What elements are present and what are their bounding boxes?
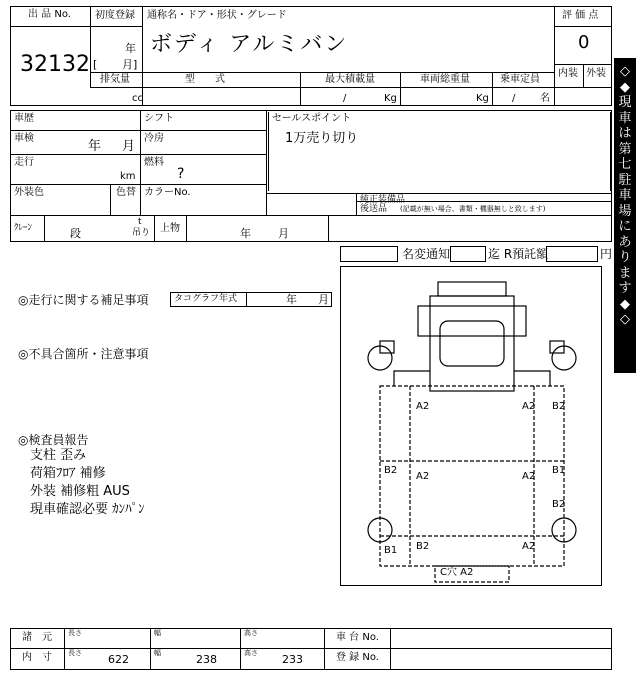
- sales-point-text: 1万売り切り: [285, 131, 359, 146]
- color-number-label: カラーNo.: [144, 187, 191, 198]
- chassis-number-label: 車 台 No.: [336, 632, 379, 643]
- height-label: 高さ: [244, 629, 258, 637]
- inspector-line: 荷箱ﾌﾛｱ 補修: [30, 466, 106, 481]
- recycle-deposit-label: 迄 R預託額: [488, 247, 549, 261]
- upper-body-label: 上物: [160, 223, 180, 234]
- exterior-color-label: 外装色: [14, 187, 44, 198]
- notice-box-1: [340, 246, 398, 262]
- damage-mark: A2: [522, 541, 536, 552]
- ac-label: 冷房: [144, 133, 164, 144]
- displacement-label: 排気量: [100, 74, 130, 85]
- mileage-label: 走行: [14, 157, 34, 168]
- inner-width-value: 238: [196, 653, 217, 666]
- damage-mark: B2: [416, 541, 430, 552]
- inspection-month: 月: [122, 139, 136, 154]
- gross-weight-unit: Kg: [476, 93, 489, 104]
- crane-label: ｸﾚｰﾝ: [14, 223, 33, 233]
- width-label: 幅: [154, 649, 161, 657]
- damage-mark: B1: [552, 465, 566, 476]
- damage-mark: A2: [522, 401, 536, 412]
- damage-mark: A2: [416, 471, 430, 482]
- inspector-line: 現車確認必要 ｶﾝﾊﾟﾝ: [30, 502, 145, 517]
- inner-height-value: 233: [282, 653, 303, 666]
- inspector-report-label: ◎検査員報告: [18, 433, 89, 447]
- spec-row-label: 諸 元: [22, 632, 52, 643]
- crane-stage: 段: [70, 227, 81, 240]
- tachograph-month: 月: [318, 293, 329, 306]
- notice-box-3: [546, 246, 598, 262]
- damage-mark: B2: [552, 401, 566, 412]
- vehicle-name-label: 通称名・ドア・形状・グレード: [147, 10, 287, 21]
- capacity-label: 乗車定員: [500, 74, 540, 85]
- tachograph-year: 年: [286, 293, 297, 306]
- shift-label: シフト: [144, 113, 174, 124]
- inner-size-label: 内 寸: [22, 652, 52, 663]
- shipping-note: (記載が無い場合、書類・機器無しと致します): [400, 205, 546, 213]
- lot-number-label: 出 品 No.: [28, 9, 71, 20]
- lot-number: 32132: [20, 52, 90, 77]
- month-label: 月]: [122, 58, 138, 71]
- first-registration-label: 初度登録: [95, 10, 135, 21]
- registration-number-label: 登 録 No.: [336, 652, 379, 663]
- yen-label: 円: [600, 247, 613, 261]
- month-bracket: [: [93, 58, 98, 71]
- fuel-label: 燃料: [144, 157, 164, 168]
- inspection-label: 車検: [14, 133, 34, 144]
- max-load-label: 最大積載量: [325, 74, 375, 85]
- damage-mark: B1: [384, 545, 398, 556]
- truck-diagram: [340, 266, 602, 586]
- mileage-unit: km: [120, 171, 136, 182]
- notice-box-2: [450, 246, 486, 262]
- inspection-year: 年: [88, 139, 102, 154]
- exterior-grade-label: 外装: [586, 68, 606, 79]
- gross-weight-label: 車両総重量: [420, 74, 470, 85]
- grade-label: 評 価 点: [562, 10, 599, 21]
- damage-mark: A2: [522, 471, 536, 482]
- year-label: 年: [125, 42, 136, 55]
- inspector-line: 外装 補修粗 AUS: [30, 484, 130, 499]
- damage-mark: C穴 A2: [440, 567, 474, 578]
- name-change-label: 名変通知: [402, 247, 451, 261]
- driving-notes-label: ◎走行に関する補足事項: [18, 293, 149, 307]
- grade-value: 0: [578, 32, 590, 53]
- upper-year: 年: [240, 227, 251, 240]
- max-load-value: /: [343, 93, 347, 104]
- crane-ton: t: [138, 217, 142, 227]
- side-banner-text: ◇◆現車は第七駐車場にあります◆◇: [618, 64, 632, 327]
- interior-grade-label: 内装: [558, 68, 578, 79]
- max-load-unit: Kg: [384, 93, 397, 104]
- shipping-label: 後送品: [360, 204, 388, 214]
- history-label: 車歴: [14, 113, 34, 124]
- dimensions-frame: [10, 628, 612, 670]
- capacity-value: /: [512, 93, 516, 104]
- damage-mark: B2: [384, 465, 398, 476]
- displacement-unit: cc: [132, 93, 143, 104]
- height-label: 高さ: [244, 649, 258, 657]
- crane-hang: 吊り: [132, 228, 151, 238]
- tachograph-label: タコグラフ年式: [174, 294, 238, 304]
- width-label: 幅: [154, 629, 161, 637]
- fuel-value: ?: [177, 166, 185, 182]
- capacity-unit: 名: [540, 93, 550, 104]
- defects-label: ◎不具合箇所・注意事項: [18, 347, 149, 361]
- model-label: 型 式: [185, 74, 225, 85]
- upper-month: 月: [278, 227, 289, 240]
- vehicle-name: ボディ アルミバン: [150, 32, 349, 57]
- damage-mark: A2: [416, 401, 430, 412]
- color-change-label: 色替: [116, 187, 136, 198]
- sales-point-label: セールスポイント: [272, 113, 352, 124]
- inspector-line: 支柱 歪み: [30, 448, 87, 463]
- damage-mark: B2: [552, 499, 566, 510]
- length-label: 長さ: [68, 649, 82, 657]
- genuine-parts-label: 純正装備品: [360, 195, 406, 205]
- length-label: 長さ: [68, 629, 82, 637]
- inner-length-value: 622: [108, 653, 129, 666]
